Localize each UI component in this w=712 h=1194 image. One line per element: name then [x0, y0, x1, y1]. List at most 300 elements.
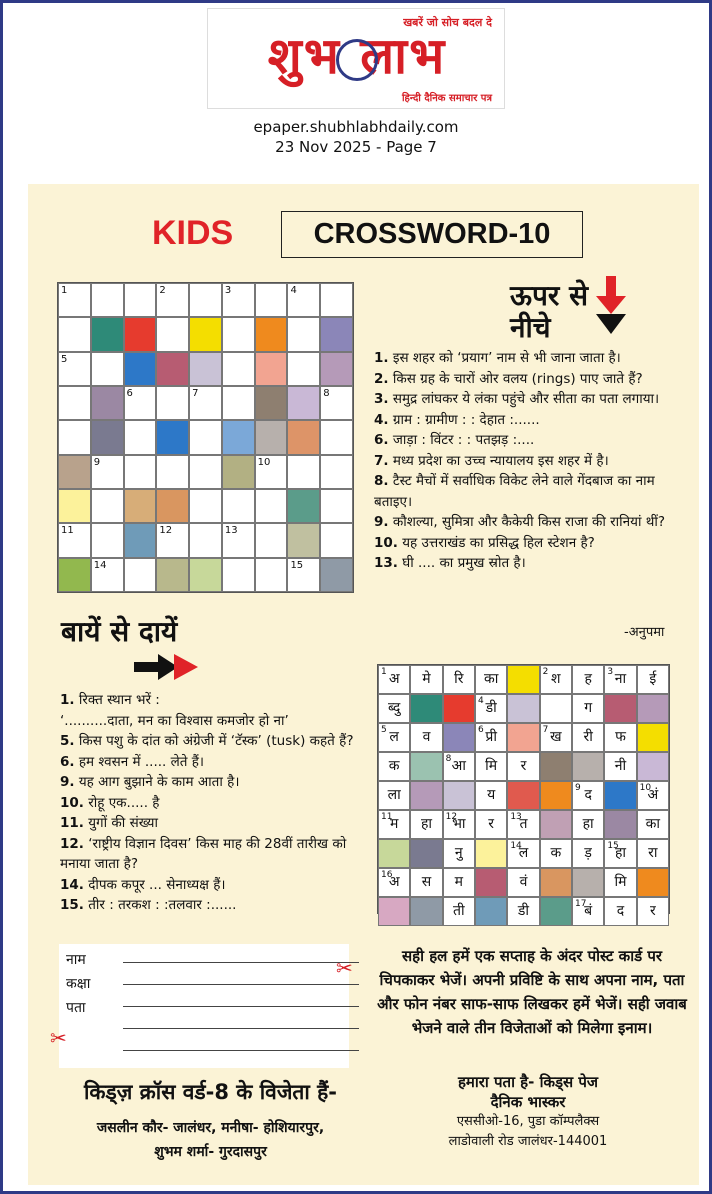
grid-cell	[91, 489, 124, 523]
winners-list	[68, 1116, 353, 1164]
address-line-3: एससीओ-16, पुडा कॉम्पलैक्स	[456, 1114, 600, 1129]
clue-item	[60, 752, 360, 773]
grid-cell	[91, 455, 124, 489]
crossword-panel	[28, 184, 699, 1185]
grid-cell	[410, 897, 442, 926]
cell-letter: डी	[485, 700, 497, 716]
grid-cell	[637, 839, 669, 868]
address-line-2: दैनिक भास्कर	[490, 1093, 566, 1111]
submission-note: सही हल हमें एक सप्ताह के अंदर पोस्ट कार्ड पर चिपकाकर भेजें। अपनी प्रविष्टि के साथ अपना नाम, पता और फोन नंबर साफ-साफ लिखकर हमें भेजें। सही जवाब भेजने वाले तीन विजेताओं को मिलेगा इनाम।	[377, 947, 687, 1037]
grid-cell	[604, 665, 636, 694]
cell-letter: हा	[420, 816, 433, 832]
grid-cell	[58, 352, 91, 386]
grid-cell	[443, 752, 475, 781]
clue-number: 6.	[60, 753, 75, 770]
grid-cell	[410, 752, 442, 781]
clue-item	[60, 711, 360, 732]
grid-cell	[124, 317, 157, 351]
cell-letter: द	[616, 903, 625, 919]
grid-cell	[378, 723, 410, 752]
grid-cell	[378, 665, 410, 694]
cell-number: 6	[126, 387, 133, 399]
grid-cell	[410, 694, 442, 723]
clue-item	[60, 875, 360, 896]
grid-cell	[443, 665, 475, 694]
clue-item	[374, 410, 686, 431]
grid-cell	[255, 455, 288, 489]
grid-cell	[58, 523, 91, 557]
cell-number: 7	[192, 387, 199, 399]
grid-cell	[58, 420, 91, 454]
cell-number: 10	[257, 456, 271, 468]
entry-form	[59, 944, 349, 1068]
across-heading: बायें से दायें	[61, 615, 178, 648]
grid-cell	[58, 455, 91, 489]
address-line-4: लाडोवाली रोड जालंधर-144001	[448, 1134, 608, 1149]
clue-text: रिक्त स्थान भरें :	[78, 692, 160, 708]
cell-number: 8	[445, 754, 452, 764]
cell-letter: मि	[614, 874, 627, 890]
cell-letter: ई	[649, 671, 657, 687]
address-line-1: हमारा पता है- किड्स पेज	[457, 1073, 599, 1091]
cell-number: 5	[61, 353, 68, 365]
grid-cell	[91, 317, 124, 351]
grid-cell	[320, 420, 353, 454]
grid-cell	[156, 352, 189, 386]
grid-cell	[637, 781, 669, 810]
grid-cell	[189, 283, 222, 317]
grid-cell	[255, 420, 288, 454]
form-name-label: नाम	[66, 952, 86, 968]
cell-letter: रा	[648, 845, 658, 861]
clue-text: ‘..........दाता, मन का विश्वास कमजोर हो ना’	[60, 712, 289, 729]
grid-cell	[443, 897, 475, 926]
cell-letter: रि	[454, 671, 464, 687]
cell-number: 12	[445, 812, 458, 822]
grid-cell	[475, 781, 507, 810]
cell-letter: का	[645, 816, 661, 832]
cell-letter: श	[551, 671, 561, 687]
kids-label: KIDS	[152, 214, 234, 252]
clue-number: 6.	[374, 432, 389, 448]
clue-text: तीर : तरकश : :तलवार :......	[88, 897, 237, 913]
masthead-name: शुभ लाभ	[267, 27, 447, 85]
form-address-line-1[interactable]	[123, 1006, 359, 1007]
grid-cell	[507, 723, 539, 752]
clue-number: 14.	[60, 876, 84, 893]
clue-item	[374, 389, 686, 410]
grid-cell	[287, 558, 320, 592]
grid-cell	[475, 694, 507, 723]
cell-letter: हा	[614, 845, 627, 861]
grid-cell	[222, 352, 255, 386]
down-arrow-icon	[594, 276, 630, 338]
clue-number: 9.	[60, 774, 75, 790]
clue-number: 2.	[374, 370, 389, 387]
grid-cell	[572, 752, 604, 781]
grid-cell	[320, 317, 353, 351]
cell-letter: नु	[454, 845, 463, 861]
grid-cell	[255, 558, 288, 592]
grid-cell	[443, 839, 475, 868]
cell-letter: आ	[451, 758, 466, 774]
masthead-logo	[207, 8, 505, 109]
cell-number: 11	[61, 525, 74, 537]
grid-cell	[287, 352, 320, 386]
clue-number: 4.	[374, 411, 389, 428]
cell-number: 1	[381, 667, 387, 677]
cell-letter: अं	[647, 787, 659, 803]
grid-cell	[475, 810, 507, 839]
cell-number: 2	[542, 667, 549, 677]
grid-cell	[410, 839, 442, 868]
grid-cell	[378, 781, 410, 810]
grid-cell	[91, 283, 124, 317]
grid-cell	[604, 781, 636, 810]
grid-cell	[320, 386, 353, 420]
grid-cell	[540, 694, 572, 723]
grid-cell	[255, 489, 288, 523]
clue-text: ‘राष्ट्रीय विज्ञान दिवस’ किस माह की 28वीं तारीख को मनाया जाता है?	[60, 835, 347, 872]
grid-cell	[475, 752, 507, 781]
clue-number: 5.	[60, 733, 75, 749]
grid-cell	[124, 386, 157, 420]
grid-cell	[378, 694, 410, 723]
address-block	[418, 1072, 638, 1152]
grid-cell	[91, 558, 124, 592]
clue-number: 10.	[60, 794, 84, 811]
grid-cell	[540, 868, 572, 897]
clue-text: युगों की संख्या	[88, 815, 158, 831]
form-name-line[interactable]	[123, 962, 359, 963]
cell-letter: बं	[584, 903, 593, 919]
cell-number: 10	[639, 783, 652, 793]
ganesha-logo-icon	[336, 39, 378, 81]
grid-cell	[604, 810, 636, 839]
clue-item	[374, 471, 686, 512]
grid-cell	[604, 694, 636, 723]
grid-cell	[320, 489, 353, 523]
cell-letter: वं	[519, 874, 528, 890]
cell-number: 4	[290, 285, 297, 296]
grid-cell	[156, 558, 189, 592]
grid-cell	[287, 317, 320, 351]
form-address-line-2[interactable]	[123, 1028, 359, 1029]
grid-cell	[189, 386, 222, 420]
cell-letter: र	[488, 816, 495, 832]
clue-text: रोहू एक..... है	[88, 794, 160, 811]
clue-item	[60, 731, 360, 752]
down-heading-line1: ऊपर से	[510, 279, 589, 312]
grid-cell	[540, 839, 572, 868]
grid-cell	[58, 489, 91, 523]
grid-cell	[124, 489, 157, 523]
cell-number: 14	[93, 559, 107, 571]
clue-text: ग्राम : ग्रामीण : : देहात :......	[392, 411, 540, 428]
grid-cell	[572, 897, 604, 926]
grid-cell	[637, 897, 669, 926]
form-address-label: पता	[66, 1000, 86, 1016]
grid-cell	[320, 455, 353, 489]
clue-number: 8.	[374, 473, 389, 489]
grid-cell	[475, 868, 507, 897]
grid-cell	[222, 420, 255, 454]
clue-number: 3.	[374, 391, 389, 407]
grid-cell	[91, 386, 124, 420]
clue-item	[60, 690, 360, 711]
grid-cell	[378, 752, 410, 781]
cell-number: 9	[574, 783, 581, 793]
clue-text: दीपक कपूर ... सेनाध्यक्ष हैं।	[88, 876, 226, 893]
grid-cell	[507, 810, 539, 839]
grid-cell	[156, 317, 189, 351]
clue-item	[374, 348, 686, 369]
grid-cell	[410, 665, 442, 694]
grid-cell	[156, 489, 189, 523]
cell-letter: व	[422, 729, 431, 745]
grid-cell	[475, 897, 507, 926]
clue-number: 1.	[60, 692, 75, 708]
cell-letter: ग	[584, 700, 593, 716]
grid-cell	[507, 868, 539, 897]
winners-line-1: जसलीन कौर- जालंधर, मनीषा- होशियारपुर,	[96, 1120, 325, 1136]
grid-cell	[255, 283, 288, 317]
cell-letter: ल	[389, 729, 399, 745]
clue-number: 11.	[60, 815, 84, 831]
grid-cell	[540, 752, 572, 781]
grid-cell	[156, 420, 189, 454]
cell-letter: द	[584, 787, 592, 803]
grid-cell	[443, 694, 475, 723]
grid-cell	[222, 386, 255, 420]
grid-cell	[287, 489, 320, 523]
cell-number: 16	[381, 870, 393, 880]
grid-cell	[572, 694, 604, 723]
clue-item	[374, 430, 686, 451]
author-name: -अनुपमा	[624, 625, 665, 640]
grid-cell	[255, 386, 288, 420]
cell-letter: री	[583, 729, 593, 745]
grid-cell	[189, 317, 222, 351]
grid-cell	[189, 352, 222, 386]
grid-cell	[222, 455, 255, 489]
grid-cell	[604, 868, 636, 897]
grid-cell	[604, 752, 636, 781]
cell-letter: ह	[584, 671, 592, 687]
cell-letter: हा	[582, 816, 594, 832]
grid-cell	[378, 897, 410, 926]
grid-cell	[189, 558, 222, 592]
grid-cell	[540, 897, 572, 926]
cell-number: 17	[574, 899, 587, 909]
cell-letter: मे	[422, 671, 431, 687]
cell-letter: ख	[550, 729, 562, 745]
grid-cell	[156, 386, 189, 420]
grid-cell	[287, 386, 320, 420]
grid-cell	[540, 665, 572, 694]
cell-number: 1	[61, 285, 68, 296]
grid-cell	[58, 386, 91, 420]
grid-cell	[572, 868, 604, 897]
grid-cell	[637, 694, 669, 723]
grid-cell	[222, 558, 255, 592]
scissors-icon: ✂	[336, 956, 353, 980]
cell-letter: क	[388, 758, 400, 774]
grid-cell	[443, 810, 475, 839]
cell-number: 2	[159, 285, 166, 296]
clue-item	[60, 813, 360, 834]
clue-number: 10.	[374, 534, 398, 551]
grid-cell	[58, 317, 91, 351]
clue-item	[60, 772, 360, 793]
grid-cell	[189, 420, 222, 454]
clue-number: 13.	[374, 555, 398, 571]
grid-cell	[222, 317, 255, 351]
winners-line-2: शुभम शर्मा- गुरदासपुर	[154, 1144, 267, 1160]
cell-number: 7	[542, 725, 549, 735]
grid-cell	[91, 352, 124, 386]
grid-cell	[540, 781, 572, 810]
clue-item	[60, 895, 360, 916]
grid-cell	[410, 810, 442, 839]
grid-cell	[637, 723, 669, 752]
publication-date: 23 Nov 2025 - Page 7	[275, 138, 437, 156]
grid-cell	[156, 283, 189, 317]
grid-cell	[91, 420, 124, 454]
grid-cell	[156, 523, 189, 557]
grid-cell	[320, 523, 353, 557]
cell-number: 14	[510, 841, 522, 851]
cell-letter: भा	[452, 816, 466, 832]
clue-text: मध्य प्रदेश का उच्च न्यायालय इस शहर में है।	[392, 452, 609, 469]
winners-title: किड्ज़ क्रॉस वर्ड-8 के विजेता हैं-	[83, 1080, 338, 1104]
form-class-label: कक्षा	[66, 976, 91, 992]
grid-cell	[604, 723, 636, 752]
grid-cell	[475, 723, 507, 752]
clue-text: इस शहर को ‘प्रयाग’ नाम से भी जाना जाता है।	[392, 350, 621, 366]
grid-cell	[475, 839, 507, 868]
clue-text: किस पशु के दांत को अंग्रेजी में ‘टॅस्क’ (tusk) कहते हैं?	[78, 733, 354, 749]
cell-letter: ती	[453, 903, 465, 919]
cell-letter: डी	[517, 903, 530, 919]
clue-item	[374, 512, 686, 533]
clue-text: यह उत्तराखंड का प्रसिद्ध हिल स्टेशन है?	[402, 534, 595, 551]
clue-text: घी .... का प्रमुख स्रोत है।	[402, 555, 526, 571]
publication-url: epaper.shubhlabhdaily.com	[253, 118, 459, 136]
grid-cell	[540, 810, 572, 839]
crossword-title: CROSSWORD-10	[281, 211, 583, 258]
grid-cell	[637, 810, 669, 839]
cell-letter: म	[454, 874, 463, 890]
grid-cell	[410, 781, 442, 810]
cell-letter: त	[519, 816, 528, 832]
grid-cell	[287, 523, 320, 557]
clue-text: समुद्र लांघकर ये लंका पहुंचे और सीता का पता लगाया।	[392, 391, 660, 407]
grid-cell	[443, 781, 475, 810]
form-class-line[interactable]	[123, 984, 359, 985]
cell-letter: नी	[614, 758, 627, 774]
grid-cell	[189, 523, 222, 557]
clue-item	[374, 369, 686, 390]
cell-number: 8	[323, 387, 330, 399]
grid-cell	[410, 723, 442, 752]
grid-cell	[507, 694, 539, 723]
grid-cell	[156, 455, 189, 489]
cell-letter: अ	[388, 874, 400, 890]
clue-number: 12.	[60, 835, 84, 852]
grid-cell	[637, 868, 669, 897]
form-address-line-3[interactable]	[123, 1050, 359, 1051]
right-arrow-icon	[134, 652, 200, 682]
clue-text: टैस्ट मैचों में सर्वाधिक विकेट लेने वाले गेंदबाज का नाम बताइए।	[374, 473, 655, 510]
grid-cell	[320, 558, 353, 592]
cell-letter: क	[550, 845, 562, 861]
cell-number: 4	[477, 696, 484, 706]
cell-letter: ड़	[584, 845, 592, 861]
cell-number: 11	[381, 812, 393, 822]
cell-letter: मि	[485, 758, 498, 774]
cell-letter: का	[483, 671, 499, 687]
grid-cell	[637, 665, 669, 694]
cell-number: 15	[607, 841, 619, 851]
grid-cell	[443, 723, 475, 752]
grid-cell	[507, 752, 539, 781]
grid-cell	[124, 455, 157, 489]
previous-solution-grid	[377, 664, 670, 919]
grid-cell	[58, 558, 91, 592]
grid-cell	[572, 839, 604, 868]
cell-number: 15	[290, 559, 304, 571]
grid-cell	[255, 317, 288, 351]
grid-cell	[507, 839, 539, 868]
cell-letter: र	[649, 903, 656, 919]
down-clues-list	[374, 348, 686, 574]
clue-item	[60, 834, 360, 875]
clue-item	[60, 793, 360, 814]
clue-item	[374, 553, 686, 574]
grid-cell	[255, 352, 288, 386]
grid-cell	[378, 839, 410, 868]
grid-cell	[124, 558, 157, 592]
cell-letter: य	[487, 787, 496, 803]
cell-letter: प्री	[485, 729, 497, 745]
grid-cell	[604, 839, 636, 868]
grid-cell	[320, 352, 353, 386]
grid-cell	[287, 455, 320, 489]
scissors-icon: ✂	[50, 1026, 67, 1050]
grid-cell	[572, 810, 604, 839]
cell-letter: अ	[388, 671, 400, 687]
grid-cell	[124, 420, 157, 454]
cell-number: 6	[477, 725, 484, 735]
grid-cell	[320, 283, 353, 317]
cell-number: 12	[159, 525, 173, 537]
clue-number: 9.	[374, 514, 389, 530]
cell-letter: ला	[387, 787, 401, 803]
grid-cell	[378, 868, 410, 897]
grid-cell	[91, 523, 124, 557]
grid-cell	[124, 352, 157, 386]
cell-letter: ल	[518, 845, 529, 861]
grid-cell	[287, 420, 320, 454]
cell-letter: स	[421, 874, 432, 890]
clue-text: यह आग बुझाने के काम आता है।	[78, 774, 240, 790]
cell-number: 13	[510, 812, 522, 822]
grid-cell	[189, 489, 222, 523]
down-heading-line2: नीचे	[510, 311, 551, 344]
grid-cell	[222, 489, 255, 523]
grid-cell	[124, 283, 157, 317]
